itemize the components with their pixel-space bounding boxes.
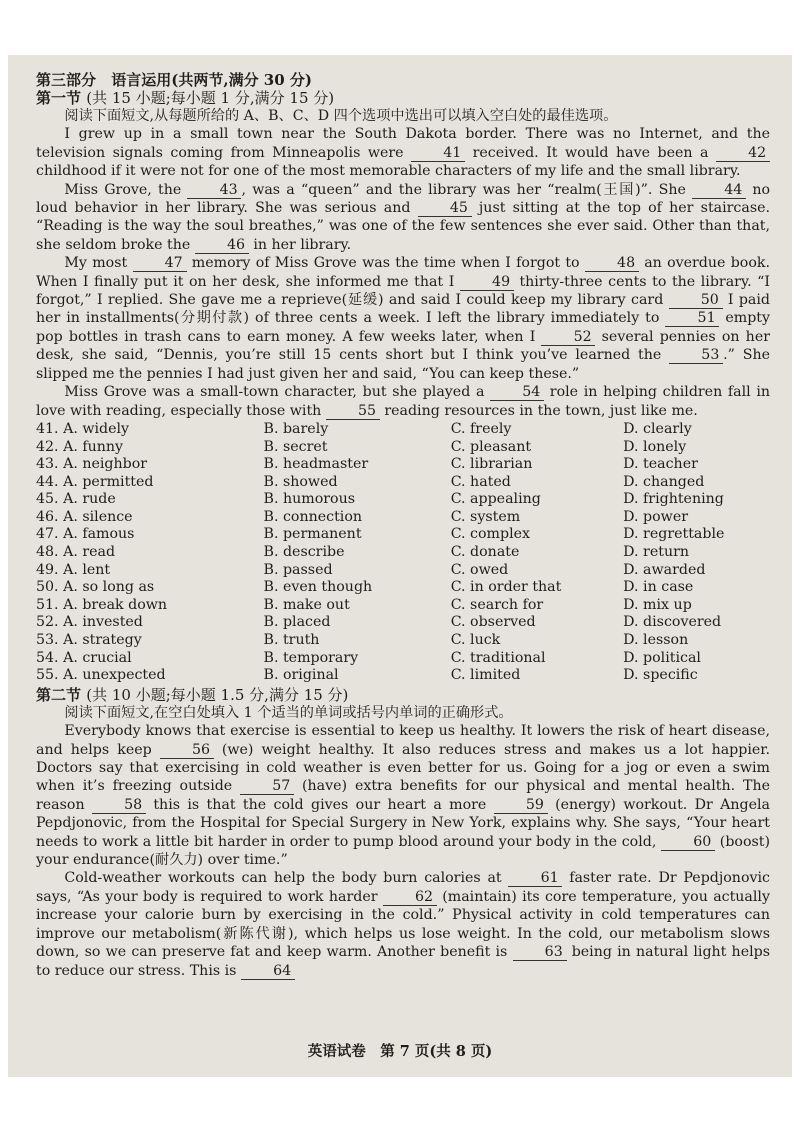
section2-heading <box>36 686 770 704</box>
blank-59: 59 <box>494 797 548 814</box>
blank-46: 46 <box>195 237 249 254</box>
option-c: C. owed <box>450 561 509 578</box>
option-a: 44. A. permitted <box>36 473 154 490</box>
option-b: B. secret <box>263 438 328 455</box>
option-d: D. awarded <box>623 561 706 578</box>
blank-44: 44 <box>692 182 746 199</box>
option-c: C. in order that <box>450 579 562 596</box>
option-row <box>36 509 770 527</box>
passage2-paragraph-1: Everybody knows that exercise is essential to keep us healthy. It lowers the risk of heart disease, and helps keep 56 (we) weight healthy. It also reduces stress and makes us a lot happier. Doctors say that exercising in cold weather is even better for us. Going for a jog or even a swim when it’s freezing outside 57 (have) extra benefits for our physical and mental health. The reason 58 this is that the cold gives our heart a more 59 (energy) workout. Dr Angela Pepdjonovic, from the Hospital for Special Surgery in New York, explains why. She says, “Your heart needs to work a little bit harder in order to pump blood around your body in the cold, 60 (boost) your endurance(耐久力) over time.” <box>36 723 771 869</box>
blank-55: 55 <box>326 403 380 420</box>
option-row <box>36 544 770 562</box>
blank-56: 56 <box>160 742 214 759</box>
option-b: B. headmaster <box>263 456 369 473</box>
option-row <box>36 526 770 544</box>
section1-heading <box>36 89 770 107</box>
option-b: B. temporary <box>263 649 359 666</box>
option-b: B. showed <box>263 473 338 490</box>
option-c: C. luck <box>450 632 501 649</box>
option-d: D. discovered <box>623 614 722 631</box>
blank-54: 54 <box>490 384 544 401</box>
option-a: 45. A. rude <box>36 491 116 508</box>
option-row <box>36 491 770 509</box>
option-d: D. return <box>623 544 689 561</box>
option-c: C. appealing <box>450 491 541 508</box>
option-b: B. make out <box>263 596 350 613</box>
option-row <box>36 562 770 580</box>
option-row <box>36 632 770 650</box>
section2-label: 第二节 <box>36 685 82 704</box>
option-a: 43. A. neighbor <box>36 456 148 473</box>
section1-label: 第一节 <box>36 89 82 107</box>
blank-42: 42 <box>716 145 770 162</box>
blank-63: 63 <box>513 944 567 961</box>
blank-60: 60 <box>661 834 715 851</box>
passage2-paragraph-2: Cold-weather workouts can help the body burn calories at 61 faster rate. Dr Pepdjonovic says, “As your body is required to work harder 62 (maintain) its core temperature, you actually increase your calorie burn by exercising in the cold.” Physical activity in cold temperatures can improve our metabolism(新陈代谢), which helps us lose weight. In the cold, our metabolism slows down, so we can preserve fat and keep warm. Another benefit is 63 being in natural light helps to reduce our stress. This is 64 <box>36 870 770 979</box>
blank-64: 64 <box>241 963 295 980</box>
option-c: C. complex <box>450 526 531 543</box>
option-c: C. observed <box>450 614 536 631</box>
option-a: 41. A. widely <box>36 420 130 437</box>
section1-instruction: 阅读下面短文,从每题所给的 A、B、C、D 四个选项中选出可以填入空白处的最佳选项。 <box>64 108 618 124</box>
option-b: B. humorous <box>263 491 355 508</box>
option-c: C. system <box>450 508 521 525</box>
option-a: 55. A. unexpected <box>36 667 166 684</box>
option-a: 53. A. strategy <box>36 632 142 649</box>
blank-48: 48 <box>585 255 639 272</box>
blank-47: 47 <box>133 255 187 272</box>
passage1-paragraph-3: My most 47 memory of Miss Grove was the time when I forgot to 48 an overdue book. When I finally put it on her desk, she informed me that I 49 thirty-three cents to the library. “I forgot,” I replied. She gave me a reprieve(延缓) and said I could keep my library card 50 I paid her in installments(分期付款) of three cents a week. I left the library immediately to 51 empty pop bottles in trash cans to earn money. A few weeks later, when I 52 several pennies on her desk, she said, “Dennis, you’re still 15 cents short but I think you’ve learned the 53 .” She slipped me the pennies I had just given her and said, “You can keep these.” <box>36 255 771 382</box>
option-d: D. clearly <box>623 420 692 437</box>
blank-41: 41 <box>411 145 465 162</box>
option-a: 50. A. so long as <box>36 579 155 596</box>
option-row <box>36 667 770 685</box>
part3-title: 语言运用(共两节,满分 30 分) <box>111 71 312 89</box>
option-a: 46. A. silence <box>36 508 133 525</box>
passage1-paragraph-4: Miss Grove was a small-town character, but she played a 54 role in helping children fall in love with reading, especially those with 55 reading resources in the town, just like me. <box>36 384 771 419</box>
option-d: D. power <box>623 508 689 525</box>
option-d: D. teacher <box>623 456 698 473</box>
option-d: D. in case <box>623 579 694 596</box>
blank-53: 53 <box>669 347 723 364</box>
option-a: 51. A. break down <box>36 596 168 613</box>
option-c: C. librarian <box>450 456 533 473</box>
option-a: 42. A. funny <box>36 438 124 455</box>
blank-62: 62 <box>383 889 437 906</box>
option-b: B. truth <box>263 632 320 649</box>
option-b: B. barely <box>263 420 329 437</box>
option-row <box>36 650 770 668</box>
options-table <box>36 421 770 685</box>
blank-58: 58 <box>92 797 146 814</box>
option-c: C. search for <box>450 596 544 613</box>
section2-subtitle: (共 10 小题;每小题 1.5 分,满分 15 分) <box>86 685 349 704</box>
option-d: D. mix up <box>623 596 692 613</box>
part3-heading <box>36 71 770 89</box>
blank-49: 49 <box>460 274 514 291</box>
section1-subtitle: (共 15 小题;每小题 1 分,满分 15 分) <box>86 89 335 107</box>
option-row <box>36 421 770 439</box>
option-c: C. donate <box>450 544 520 561</box>
option-d: D. changed <box>623 473 705 490</box>
option-a: 48. A. read <box>36 544 116 561</box>
option-row <box>36 439 770 457</box>
blank-43: 43 <box>187 182 241 199</box>
option-b: B. connection <box>263 508 362 525</box>
option-a: 52. A. invested <box>36 614 143 631</box>
exam-page <box>8 55 792 1077</box>
option-b: B. describe <box>263 544 345 561</box>
blank-50: 50 <box>669 292 723 309</box>
option-row <box>36 597 770 615</box>
option-d: D. political <box>623 649 701 666</box>
option-b: B. passed <box>263 561 333 578</box>
option-row <box>36 456 770 474</box>
option-b: B. even though <box>263 579 373 596</box>
option-a: 47. A. famous <box>36 526 135 543</box>
blank-51: 51 <box>665 310 719 327</box>
passage1-paragraph-1: I grew up in a small town near the South Dakota border. There was no Internet, and the television signals coming from Minneapolis were 41 received. It would have been a 42 childhood if it were not for one of the most memorable characters of my life and the small library. <box>36 126 770 180</box>
option-c: C. limited <box>450 667 521 684</box>
option-d: D. frightening <box>623 491 724 508</box>
option-d: D. specific <box>623 667 698 684</box>
option-row <box>36 614 770 632</box>
option-d: D. regrettable <box>623 526 725 543</box>
option-c: C. freely <box>450 420 512 437</box>
option-row <box>36 474 770 492</box>
blank-61: 61 <box>508 870 562 887</box>
option-a: 54. A. crucial <box>36 649 132 666</box>
option-a: 49. A. lent <box>36 561 111 578</box>
option-b: B. placed <box>263 614 331 631</box>
section2-instruction: 阅读下面短文,在空白处填入 1 个适当的单词或括号内单词的正确形式。 <box>64 704 513 721</box>
page-footer: 英语试卷 第 7 页(共 8 页) <box>307 1043 493 1060</box>
blank-45: 45 <box>418 200 472 217</box>
blank-57: 57 <box>240 778 294 795</box>
blank-52: 52 <box>541 329 595 346</box>
option-b: B. original <box>263 667 339 684</box>
option-c: C. traditional <box>450 649 546 666</box>
option-row <box>36 579 770 597</box>
option-d: D. lonely <box>623 438 687 455</box>
option-c: C. pleasant <box>450 438 532 455</box>
passage1-paragraph-2: Miss Grove, the 43 , was a “queen” and the library was her “realm(王国)”. She 44 no loud behavior in her library. She was serious and 45 just sitting at the top of her staircase. “Reading is the way the soul breathes,” was one of the few sentences she ever said. Other than that, she seldom broke the 46 in her library. <box>36 181 771 253</box>
option-c: C. hated <box>450 473 511 490</box>
option-b: B. permanent <box>263 526 362 543</box>
option-d: D. lesson <box>623 632 689 649</box>
part3-label: 第三部分 <box>36 71 97 89</box>
